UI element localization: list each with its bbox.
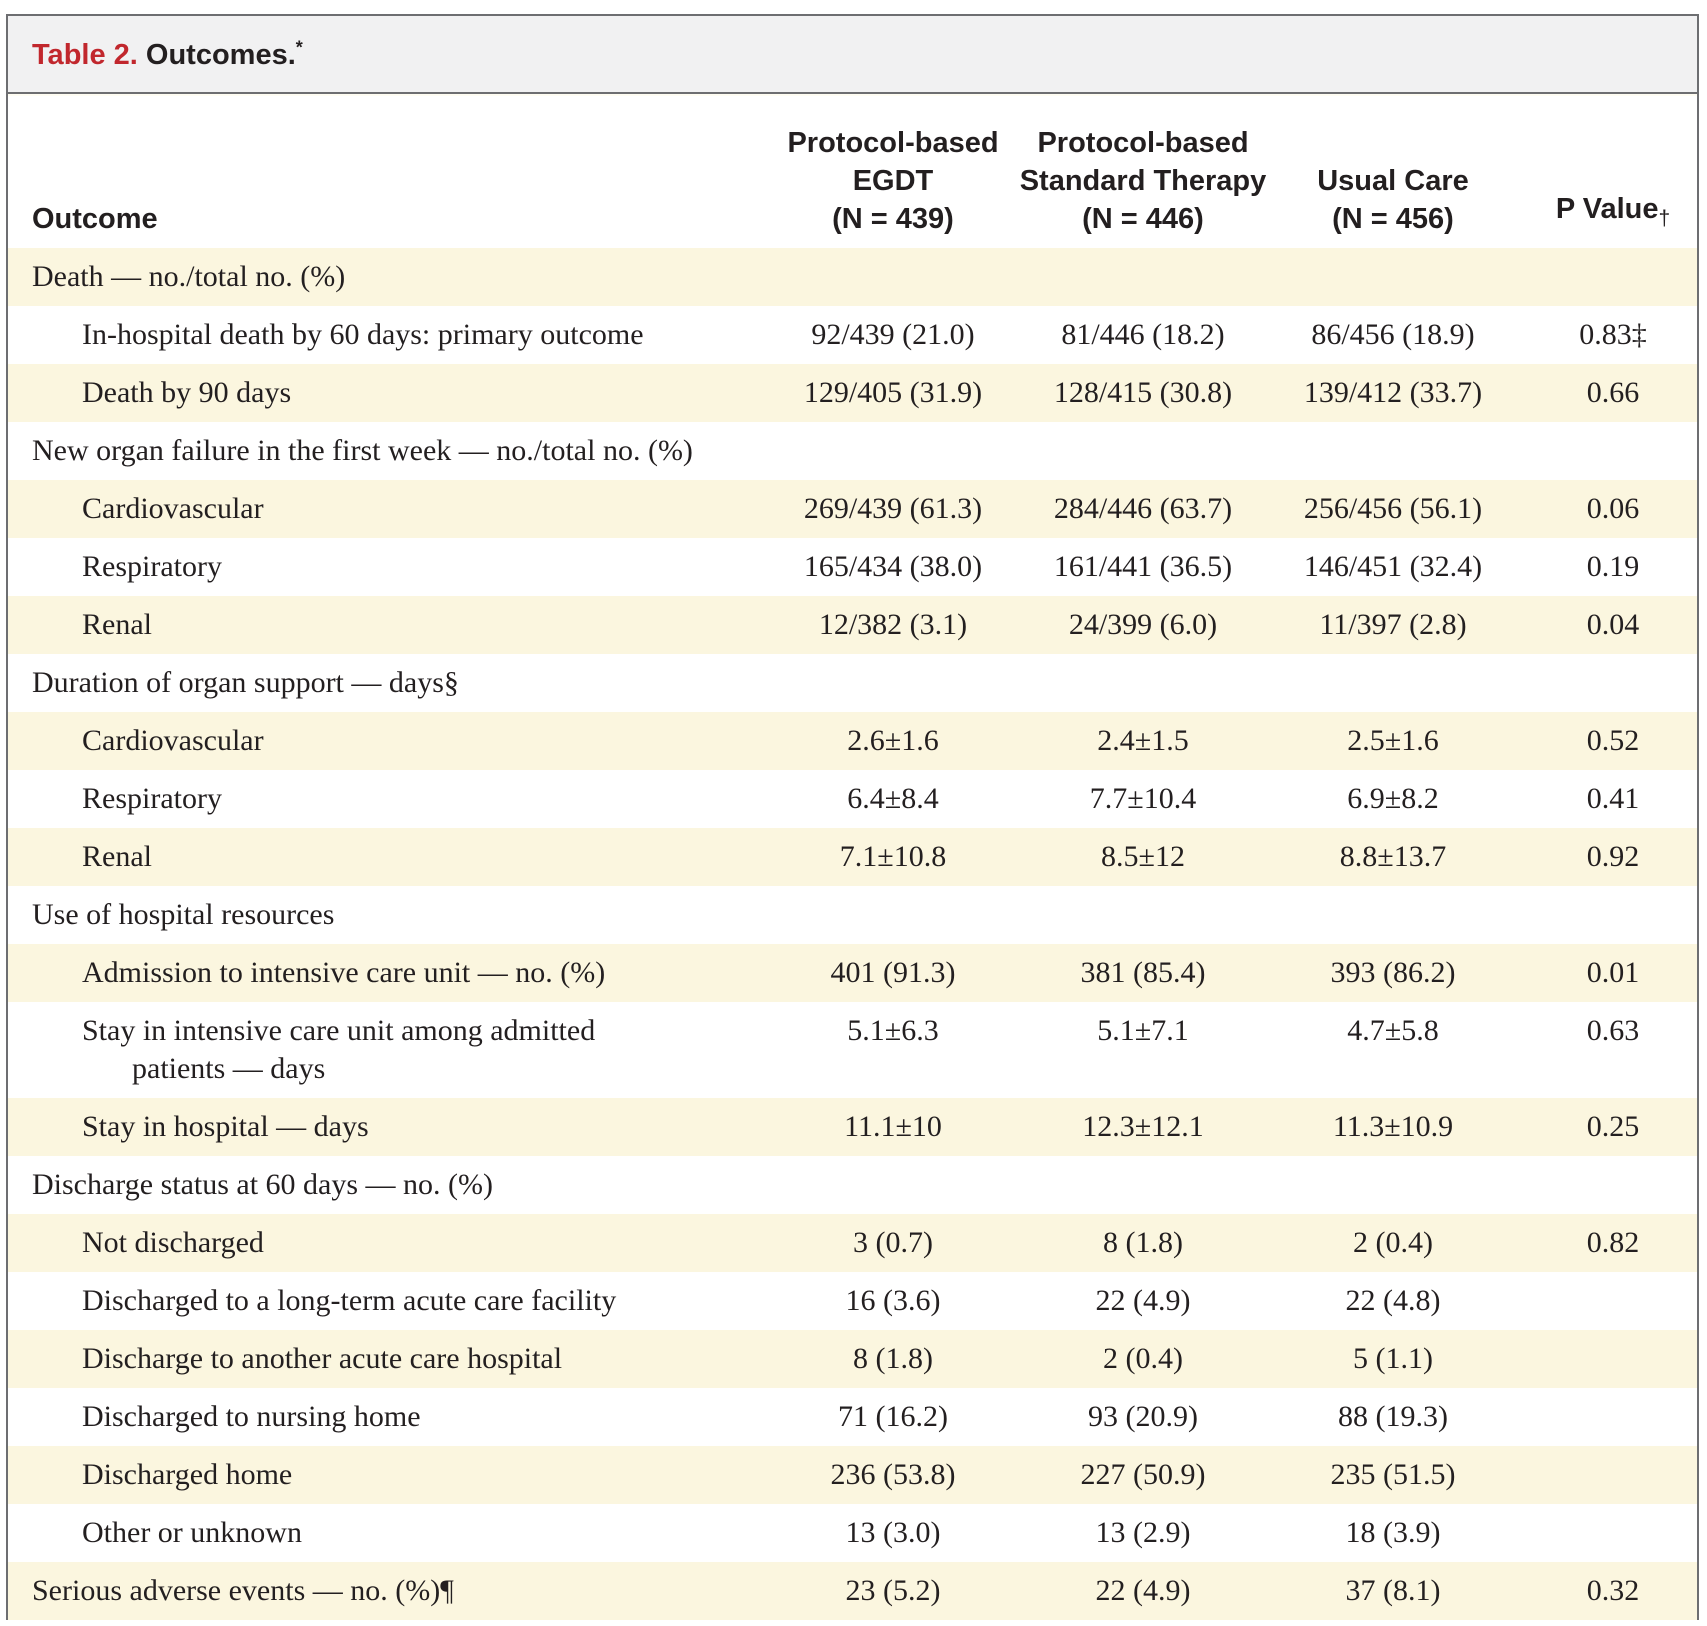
cell-usual-care: 8.8±13.7	[1339, 840, 1447, 873]
header-egdt-line1: Protocol-based	[787, 127, 999, 159]
cell-standard-therapy: 22 (4.9)	[1095, 1574, 1191, 1607]
cell-usual-care: 393 (86.2)	[1330, 956, 1456, 989]
header-standard-therapy	[1018, 124, 1268, 238]
outcomes-table	[8, 96, 1697, 1620]
cell-egdt: 92/439 (21.0)	[811, 318, 975, 351]
cell-usual-care: 256/456 (56.1)	[1303, 492, 1483, 525]
cell-usual-care: 88 (19.3)	[1338, 1400, 1448, 1433]
row-sublabel: Discharge to another acute care hospital	[82, 1342, 563, 1375]
row-section-label: Discharge status at 60 days — no. (%)	[32, 1168, 494, 1201]
table-row	[8, 1002, 1697, 1098]
p-value-footnote-mark: †	[1658, 207, 1671, 230]
cell-egdt: 11.1±10	[844, 1110, 942, 1143]
table-row	[8, 828, 1697, 886]
cell-standard-therapy: 381 (85.4)	[1080, 956, 1206, 989]
cell-egdt: 6.4±8.4	[847, 782, 939, 815]
cell-standard-therapy: 12.3±12.1	[1082, 1110, 1204, 1143]
cell-usual-care: 235 (51.5)	[1330, 1458, 1456, 1491]
cell-usual-care: 22 (4.8)	[1345, 1284, 1441, 1317]
cell-usual-care: 146/451 (32.4)	[1303, 550, 1483, 583]
cell-standard-therapy: 8 (1.8)	[1103, 1226, 1183, 1259]
table-row	[8, 1156, 1697, 1214]
cell-egdt: 13 (3.0)	[845, 1516, 941, 1549]
cell-usual-care: 6.9±8.2	[1347, 782, 1439, 815]
header-usual-line1: Usual Care	[1317, 165, 1469, 197]
cell-p-value: 0.63	[1586, 1014, 1640, 1047]
table-row	[8, 1388, 1697, 1446]
cell-standard-therapy: 284/446 (63.7)	[1053, 492, 1233, 525]
row-sublabel: Not discharged	[82, 1226, 264, 1259]
cell-standard-therapy: 5.1±7.1	[1097, 1014, 1189, 1047]
cell-p-value: 0.66	[1586, 376, 1640, 409]
row-sublabel	[82, 1002, 722, 1088]
table-row	[8, 1214, 1697, 1272]
table-row	[8, 944, 1697, 1002]
table-number: Table 2.	[32, 39, 138, 71]
cell-egdt: 7.1±10.8	[839, 840, 947, 873]
table-row	[8, 1562, 1697, 1620]
table-header	[8, 96, 1697, 248]
table-body	[8, 248, 1697, 1620]
row-sublabel: Respiratory	[82, 782, 222, 815]
row-sublabel: Cardiovascular	[82, 492, 264, 525]
row-label-line2: patients — days	[132, 1052, 326, 1085]
table-row	[8, 712, 1697, 770]
cell-egdt: 23 (5.2)	[845, 1574, 941, 1607]
cell-usual-care: 139/412 (33.7)	[1303, 376, 1483, 409]
table-title	[8, 16, 1697, 94]
cell-standard-therapy: 161/441 (36.5)	[1053, 550, 1233, 583]
header-outcome: Outcome	[32, 203, 158, 235]
cell-p-value: 0.25	[1586, 1110, 1640, 1143]
cell-standard-therapy: 24/399 (6.0)	[1068, 608, 1218, 641]
cell-p-value: 0.83‡	[1579, 318, 1647, 351]
row-sublabel: Renal	[82, 608, 152, 641]
header-standard-line2: Standard Therapy	[1019, 165, 1267, 197]
header-standard-line3: (N = 446)	[1082, 203, 1204, 235]
cell-p-value: 0.01	[1586, 956, 1640, 989]
row-section-label: Use of hospital resources	[32, 898, 335, 931]
row-sublabel: Renal	[82, 840, 152, 873]
row-sublabel: Discharged to nursing home	[82, 1400, 421, 1433]
cell-standard-therapy: 227 (50.9)	[1080, 1458, 1206, 1491]
row-label-line1: Stay in intensive care unit among admitted	[82, 1014, 596, 1047]
cell-usual-care: 5 (1.1)	[1353, 1342, 1433, 1375]
cell-usual-care: 86/456 (18.9)	[1311, 318, 1475, 351]
header-p-value-label: P Value	[1555, 193, 1659, 226]
row-section-label: Death — no./total no. (%)	[32, 260, 346, 293]
header-egdt-line3: (N = 439)	[832, 203, 954, 235]
table-row	[8, 1330, 1697, 1388]
cell-standard-therapy: 8.5±12	[1101, 840, 1185, 873]
table-row	[8, 422, 1697, 480]
table-row	[8, 1272, 1697, 1330]
header-standard-line1: Protocol-based	[1037, 127, 1249, 159]
cell-egdt: 5.1±6.3	[847, 1014, 939, 1047]
cell-egdt: 2.6±1.6	[847, 724, 939, 757]
row-section-label: New organ failure in the first week — no./total no. (%)	[32, 434, 693, 467]
table-row	[8, 1098, 1697, 1156]
row-sublabel: Cardiovascular	[82, 724, 264, 757]
table-row	[8, 1446, 1697, 1504]
cell-egdt: 71 (16.2)	[838, 1400, 948, 1433]
cell-standard-therapy: 7.7±10.4	[1089, 782, 1197, 815]
cell-standard-therapy: 81/446 (18.2)	[1061, 318, 1225, 351]
table-row	[8, 886, 1697, 944]
table-row	[8, 306, 1697, 364]
cell-standard-therapy: 93 (20.9)	[1088, 1400, 1198, 1433]
cell-usual-care: 4.7±5.8	[1347, 1014, 1439, 1047]
table-row	[8, 480, 1697, 538]
cell-egdt: 129/405 (31.9)	[803, 376, 983, 409]
row-sublabel: Respiratory	[82, 550, 222, 583]
row-sublabel: In-hospital death by 60 days: primary outcome	[82, 318, 644, 351]
title-footnote-mark: *	[295, 37, 303, 58]
table-row	[8, 538, 1697, 596]
cell-standard-therapy: 13 (2.9)	[1095, 1516, 1191, 1549]
cell-standard-therapy: 128/415 (30.8)	[1053, 376, 1233, 409]
cell-p-value: 0.82	[1586, 1226, 1640, 1259]
header-p-value	[1528, 190, 1698, 238]
cell-usual-care: 2.5±1.6	[1347, 724, 1439, 757]
cell-p-value: 0.32	[1586, 1574, 1640, 1607]
cell-p-value: 0.92	[1586, 840, 1640, 873]
table-row	[8, 654, 1697, 712]
cell-egdt: 236 (53.8)	[830, 1458, 956, 1491]
cell-usual-care: 18 (3.9)	[1345, 1516, 1441, 1549]
table-row	[8, 770, 1697, 828]
cell-egdt: 401 (91.3)	[830, 956, 956, 989]
cell-egdt: 12/382 (3.1)	[818, 608, 968, 641]
cell-standard-therapy: 2 (0.4)	[1103, 1342, 1183, 1375]
cell-p-value: 0.41	[1586, 782, 1640, 815]
cell-usual-care: 2 (0.4)	[1353, 1226, 1433, 1259]
table-row	[8, 596, 1697, 654]
cell-usual-care: 11/397 (2.8)	[1319, 608, 1467, 641]
cell-usual-care: 37 (8.1)	[1345, 1574, 1441, 1607]
cell-usual-care: 11.3±10.9	[1332, 1110, 1454, 1143]
row-section-label: Serious adverse events — no. (%)¶	[32, 1574, 454, 1607]
cell-standard-therapy: 2.4±1.5	[1097, 724, 1189, 757]
table-row	[8, 1504, 1697, 1562]
cell-p-value: 0.06	[1586, 492, 1640, 525]
row-sublabel: Discharged to a long-term acute care facility	[82, 1284, 617, 1317]
cell-standard-therapy: 22 (4.9)	[1095, 1284, 1191, 1317]
table-frame	[6, 14, 1699, 1620]
cell-p-value: 0.52	[1586, 724, 1640, 757]
table-row	[8, 248, 1697, 306]
header-egdt	[768, 124, 1018, 238]
cell-egdt: 8 (1.8)	[853, 1342, 933, 1375]
header-egdt-line2: EGDT	[852, 165, 934, 197]
row-sublabel: Stay in hospital — days	[82, 1110, 369, 1143]
row-sublabel: Death by 90 days	[82, 376, 292, 409]
row-sublabel: Admission to intensive care unit — no. (%)	[82, 956, 606, 989]
row-sublabel: Discharged home	[82, 1458, 293, 1491]
cell-egdt: 165/434 (38.0)	[803, 550, 983, 583]
row-sublabel: Other or unknown	[82, 1516, 302, 1549]
header-usual-care	[1268, 162, 1518, 238]
table-row	[8, 364, 1697, 422]
cell-p-value: 0.19	[1586, 550, 1640, 583]
header-usual-line2: (N = 456)	[1332, 203, 1454, 235]
cell-egdt: 16 (3.6)	[845, 1284, 941, 1317]
row-section-label: Duration of organ support — days§	[32, 666, 459, 699]
cell-p-value: 0.04	[1586, 608, 1640, 641]
cell-egdt: 269/439 (61.3)	[803, 492, 983, 525]
table-title-text: Outcomes.	[137, 39, 296, 71]
cell-egdt: 3 (0.7)	[853, 1226, 933, 1259]
